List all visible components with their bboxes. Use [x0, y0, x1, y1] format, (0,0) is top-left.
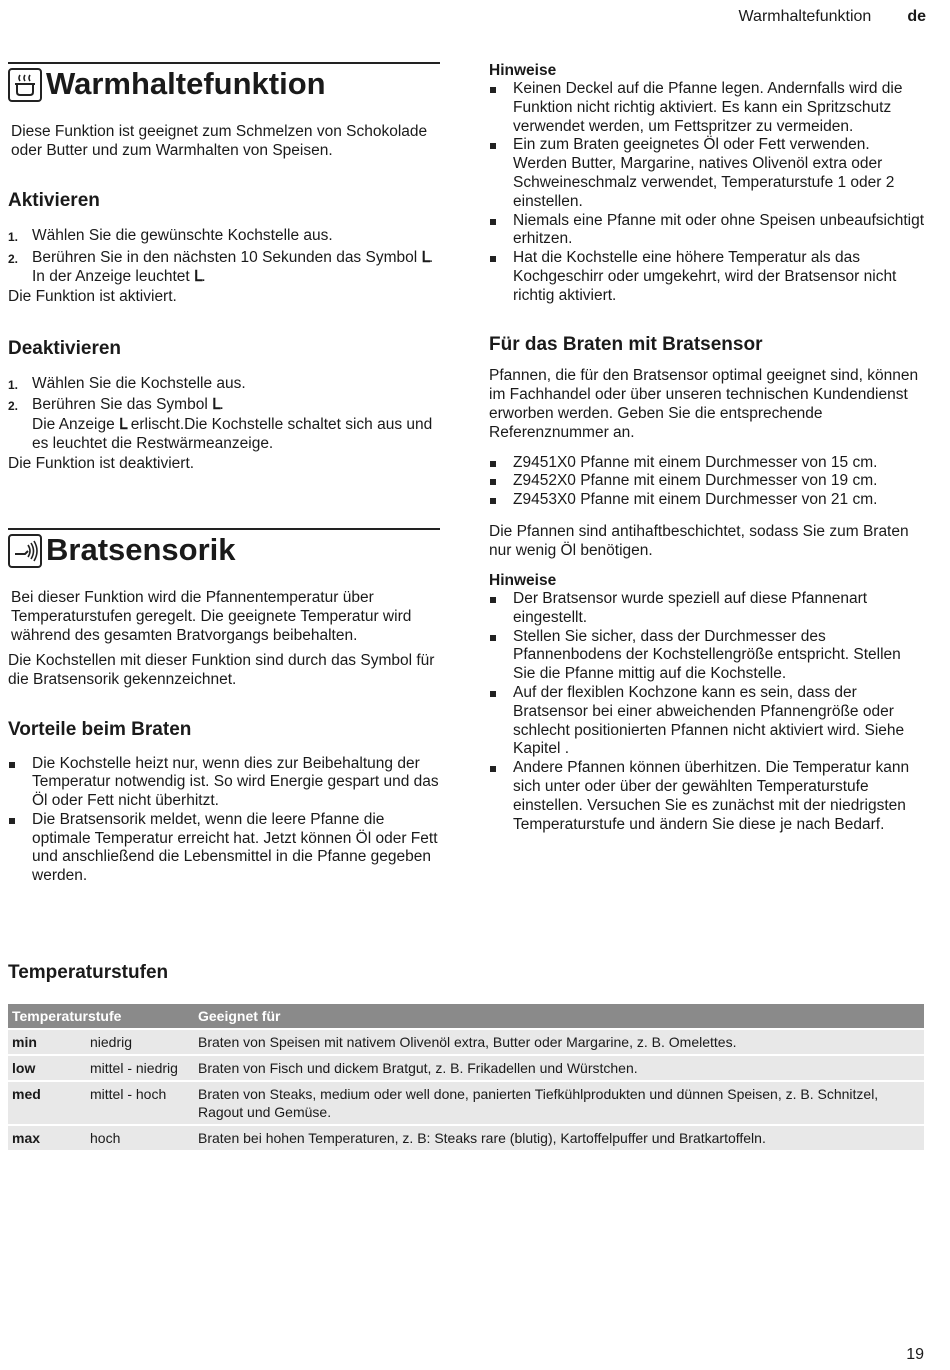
- brat-section-header: [8, 528, 440, 568]
- advantages-heading: Vorteile beim Braten: [8, 718, 192, 740]
- keep-warm-pot-icon: [8, 68, 42, 102]
- header-section: Warmhaltefunktion: [738, 8, 872, 25]
- list-item: 2. Berühren Sie das Symbol ᒪ. Die Anzeige ᒪ erlischt.Die Kochstelle schaltet sich aus und es leuchtet die Restwärmeanzeige.: [8, 396, 433, 452]
- page-number: 19: [906, 1346, 924, 1363]
- notes-heading-2: Hinweise: [489, 571, 557, 589]
- keep-warm-symbol-icon: ᒪ: [421, 248, 429, 266]
- deactivate-result: Die Funktion ist deaktiviert.: [8, 454, 195, 472]
- brat-title: Bratsensorik: [46, 531, 236, 567]
- list-item: Ein zum Braten geeignetes Öl oder Fett verwenden. Werden Butter, Margarine, natives Olivenöl extra oder Schweineschmalz verwendet, Temperaturstufe 1 oder 2 einstellen.: [489, 136, 925, 211]
- levels-table: [8, 1004, 924, 1150]
- list-item: 2. Berühren Sie in den nächsten 10 Sekunden das Symbol ᒪ. In der Anzeige leuchtet ᒪ.: [8, 248, 434, 285]
- notes-heading-1: Hinweise: [489, 62, 557, 79]
- list-item: Die Bratsensorik meldet, wenn die leere Pfanne die optimale Temperatur erreicht hat. Jetzt können Öl oder Fett und anschließend die Lebensmittel in die Pfanne gegeben werden.: [8, 811, 440, 886]
- brat-intro-1: Bei dieser Funktion wird die Pfannentemperatur über Temperaturstufen geregelt. Die geeignete Temperatur wird während des gesamten Bratvorgangs beibehalten.: [11, 588, 412, 644]
- table-row: max hoch Braten bei hohen Temperaturen, z. B: Steaks rare (blutig), Kartoffelpuffer und Bratkartoffeln.: [8, 1125, 924, 1150]
- page-header: [739, 8, 926, 26]
- pans-coated-note: Die Pfannen sind antihaftbeschichtet, sodass Sie zum Braten nur wenig Öl benötigen.: [489, 522, 909, 559]
- list-item: Z9451X0 Pfanne mit einem Durchmesser von 15 cm.: [489, 454, 925, 473]
- table-row: min niedrig Braten von Speisen mit nativem Olivenöl extra, Butter oder Margarine, z. B. Omelettes.: [8, 1029, 924, 1055]
- pans-intro: Pfannen, die für den Bratsensor optimal geeignet sind, können im Fachhandel oder über unseren technischen Kundendienst erworben werden. Geben Sie die entsprechende Referenznummer an.: [489, 366, 919, 441]
- list-item: 1. Wählen Sie die gewünschte Kochstelle aus.: [8, 227, 333, 244]
- list-item: Keinen Deckel auf die Pfanne legen. Andernfalls wird die Funktion nicht richtig aktiviert. Es kann ein Spritzschutz verwendet werden, um Fettspritzer zu vermeiden.: [489, 80, 925, 136]
- notes-list-1: [489, 80, 925, 306]
- activate-result: Die Funktion ist aktiviert.: [8, 287, 177, 305]
- keep-warm-symbol-icon: ᒪ: [194, 268, 202, 285]
- advantages-list: [8, 755, 440, 887]
- warmhalte-section-header: [8, 62, 440, 102]
- table-header-row: [8, 1004, 924, 1029]
- warmhalte-intro: Diese Funktion ist geeignet zum Schmelzen von Schokolade oder Butter und zum Warmhalten von Speisen.: [11, 123, 428, 159]
- list-item: Niemals eine Pfanne mit oder ohne Speisen unbeaufsichtigt erhitzen.: [489, 212, 925, 250]
- deactivate-heading: Deaktivieren: [8, 337, 122, 359]
- table-row: med mittel - hoch Braten von Steaks, medium oder well done, panierten Tiefkühlprodukten und dünnen Speisen, z. B. Schnitzel, Ragout und Gemüse.: [8, 1081, 924, 1125]
- left-column: [8, 62, 440, 886]
- list-item: Auf der flexiblen Kochzone kann es sein, dass der Bratsensor bei einer abweichenden Pfannengröße oder schlecht positionierten Pfannen nicht aktiviert wird. Siehe Kapitel .: [489, 684, 925, 759]
- list-item: Hat die Kochstelle eine höhere Temperatur als das Kochgeschirr oder umgekehrt, wird der Bratsensor nicht richtig aktiviert.: [489, 249, 925, 305]
- list-item: Die Kochstelle heizt nur, wenn dies zur Beibehaltung der Temperatur notwendig ist. So wird Energie gespart und das Öl oder Fett nicht überhitzt.: [8, 755, 440, 811]
- frying-sensor-icon: [8, 534, 42, 568]
- right-column: [489, 62, 925, 834]
- activate-heading: Aktivieren: [8, 190, 100, 211]
- list-item: Andere Pfannen können überhitzen. Die Temperatur kann sich unter oder über der gewählten Temperaturstufe einstellen. Versuchen Sie es zunächst mit der niedrigsten Temperaturstufe und ändern Sie diese je nach Bedarf.: [489, 759, 925, 834]
- deactivate-steps: [8, 374, 440, 454]
- brat-intro-2: Die Kochstellen mit dieser Funktion sind durch das Symbol für die Bratsensorik gekennzeichnet.: [8, 651, 435, 688]
- table-row: low mittel - niedrig Braten von Fisch und dickem Bratgut, z. B. Frikadellen und Würstchen.: [8, 1055, 924, 1081]
- list-item: Stellen Sie sicher, dass der Durchmesser des Pfannenbodens der Kochstellengröße entspricht. Stellen Sie die Pfanne mittig auf die Kochstelle.: [489, 628, 925, 684]
- list-item: 1. Wählen Sie die Kochstelle aus.: [8, 374, 246, 392]
- pans-list: [489, 454, 925, 510]
- keep-warm-symbol-icon: ᒪ: [119, 415, 127, 433]
- warmhalte-title: Warmhaltefunktion: [46, 66, 326, 101]
- header-language: de: [907, 8, 926, 25]
- col-header-use: Geeignet für: [194, 1004, 924, 1029]
- levels-heading: Temperaturstufen: [8, 962, 169, 983]
- col-header-level: Temperaturstufe: [8, 1004, 194, 1029]
- list-item: Der Bratsensor wurde speziell auf diese Pfannenart eingestellt.: [489, 590, 925, 628]
- activate-steps: [8, 226, 440, 287]
- pans-heading: Für das Braten mit Bratsensor: [489, 333, 763, 355]
- notes-list-2: [489, 590, 925, 834]
- list-item: Z9452X0 Pfanne mit einem Durchmesser von 19 cm.: [489, 472, 925, 491]
- keep-warm-symbol-icon: ᒪ: [212, 396, 220, 413]
- list-item: Z9453X0 Pfanne mit einem Durchmesser von 21 cm.: [489, 491, 925, 510]
